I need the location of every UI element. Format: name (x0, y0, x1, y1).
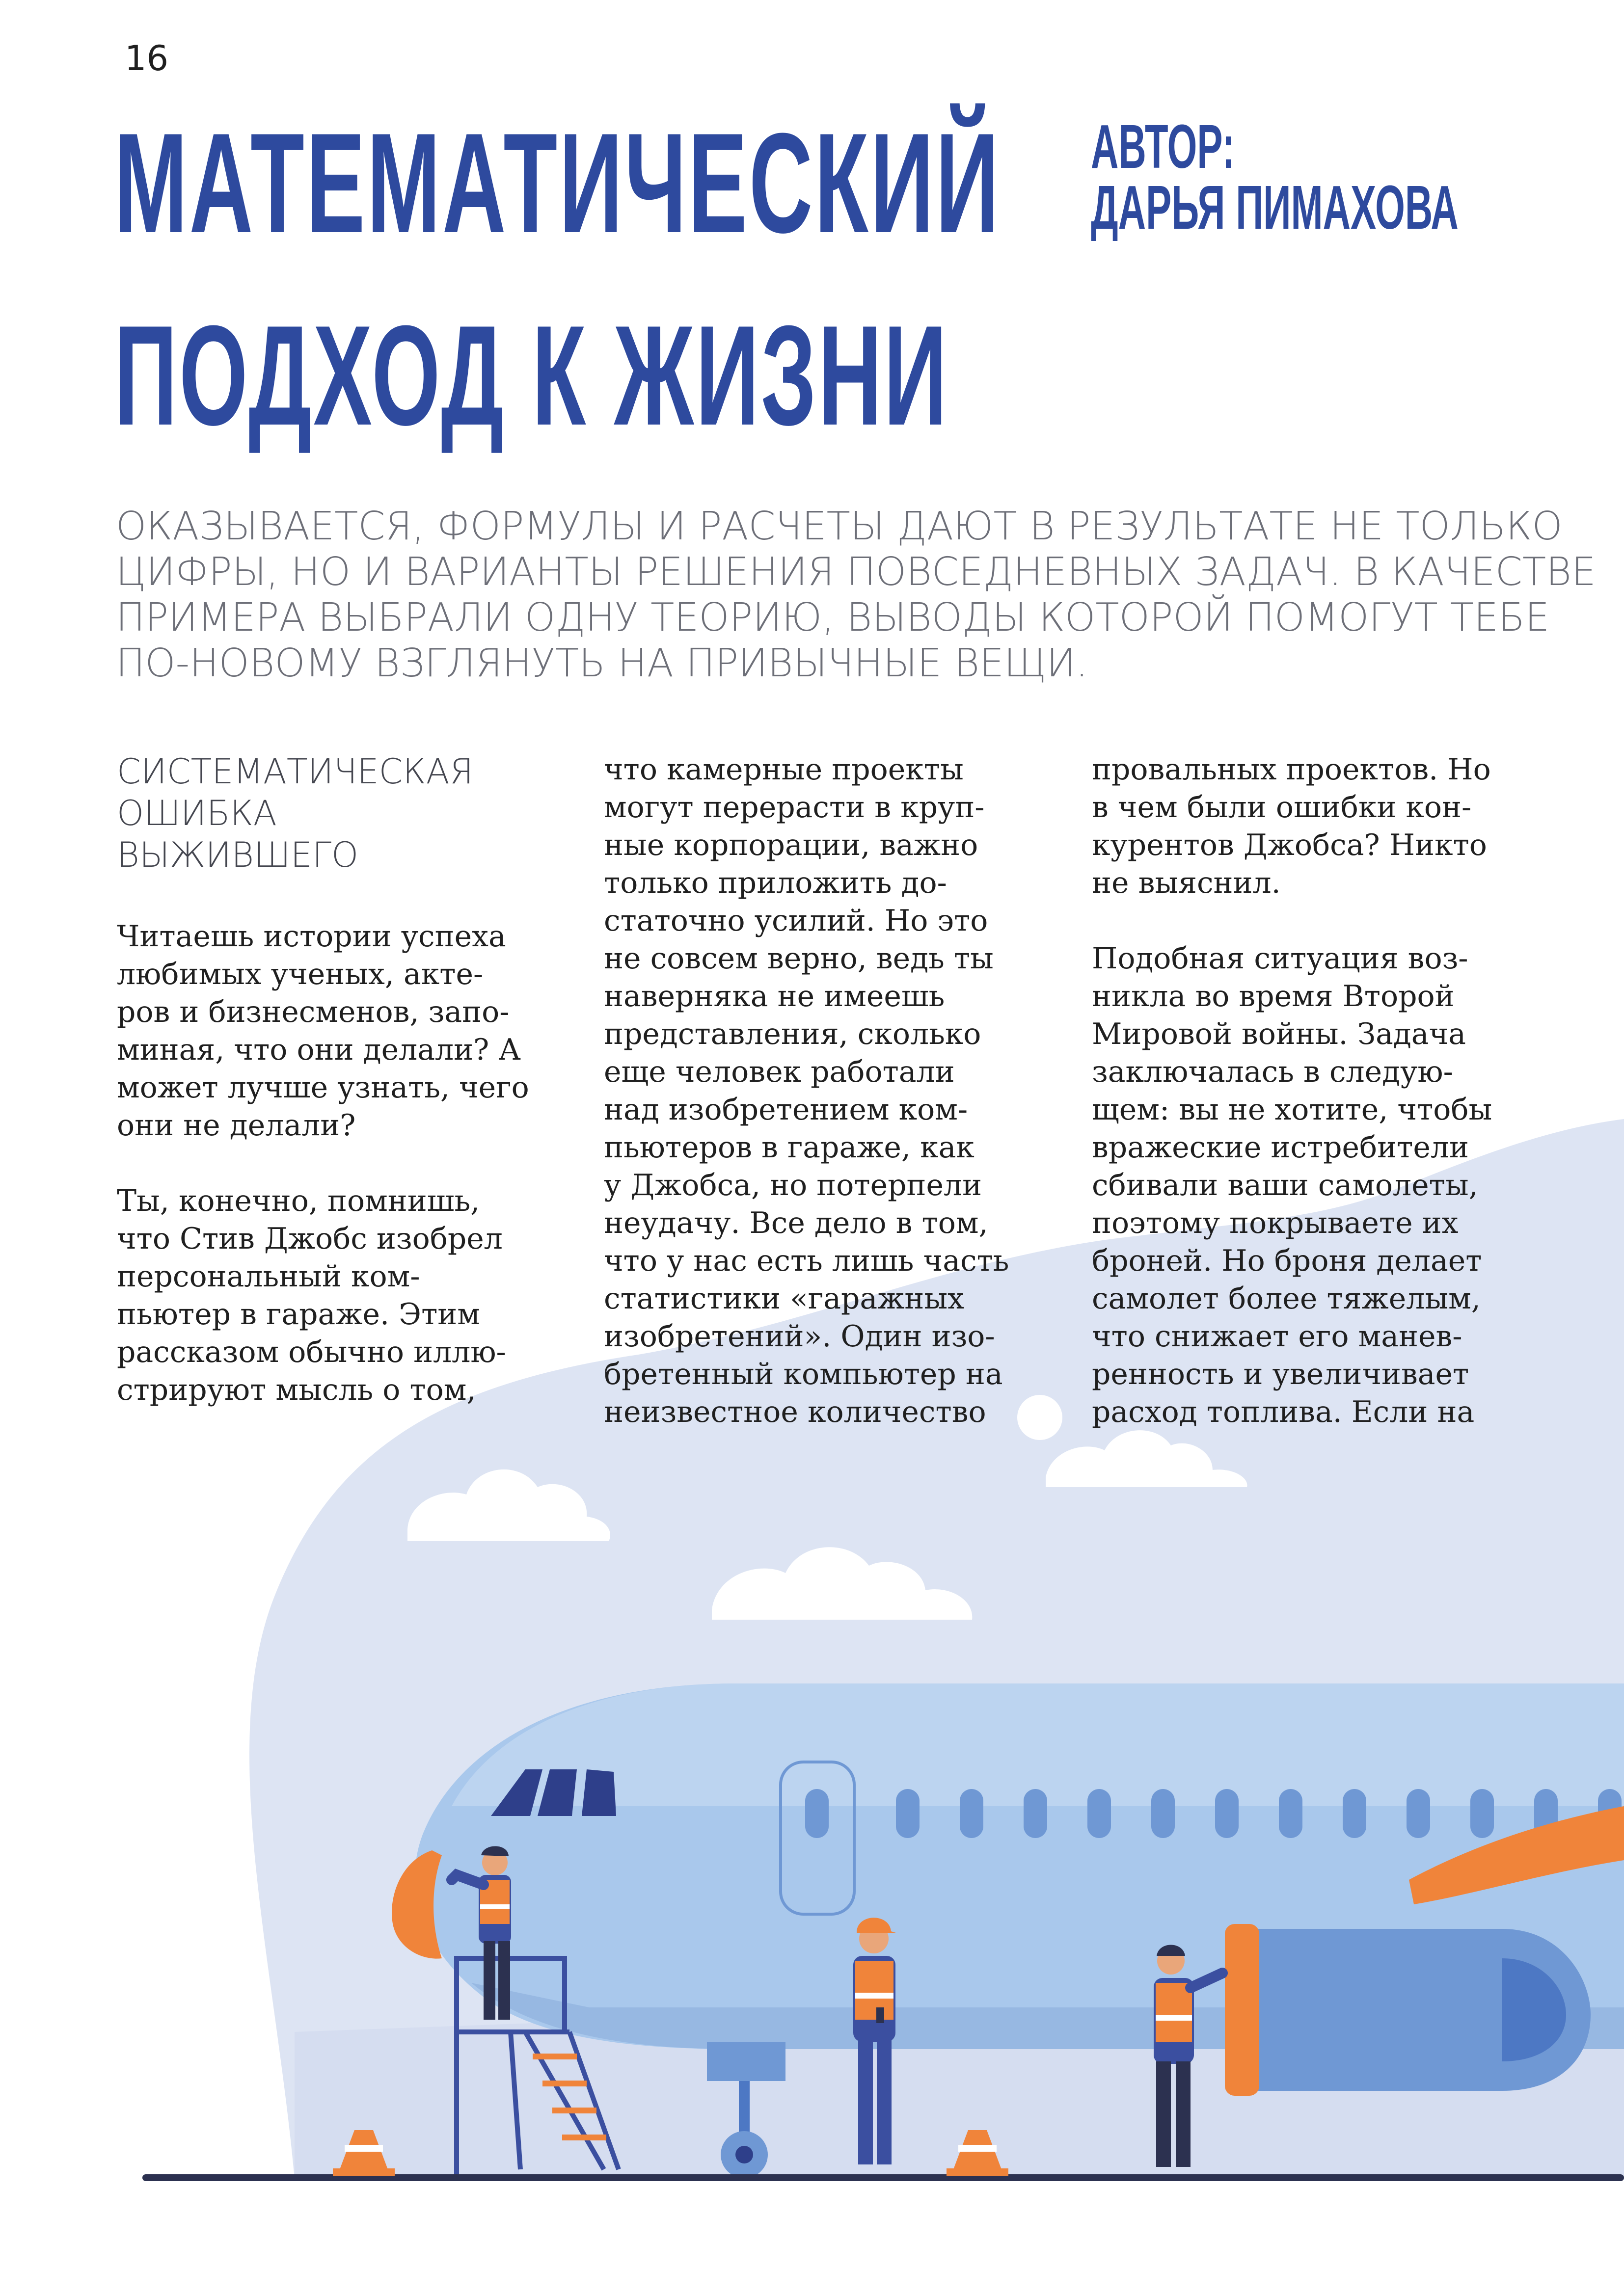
text-line: Подобная ситуация воз- (1092, 941, 1468, 976)
text-line: поэтому покрываете их (1092, 1206, 1459, 1240)
article-title-line-1: МАТЕМАТИЧЕСКИЙ (114, 104, 1001, 263)
lead-line: ОКАЗЫВАЕТСЯ, ФОРМУЛЫ И РАСЧЕТЫ ДАЮТ В РЕЗУЛЬТАТЕ НЕ ТОЛЬКО (116, 504, 1563, 549)
lead-paragraph (116, 504, 1596, 686)
article-title-line-2: ПОДХОД К ЖИЗНИ (114, 296, 949, 455)
paragraph (604, 751, 1036, 1431)
author-name: ДАРЬЯ ПИМАХОВА (1091, 173, 1459, 242)
lead-line: ПО-НОВОМУ ВЗГЛЯНУТЬ НА ПРИВЫЧНЫЕ ВЕЩИ. (116, 641, 1088, 686)
cockpit-window-3 (582, 1769, 616, 1816)
text-line: самолет более тяжелым, (1092, 1281, 1481, 1316)
text-line: неизвестное количество (604, 1395, 986, 1429)
text-line: у Джобса, но потерпели (604, 1168, 982, 1202)
subheading-line: ОШИБКА (117, 793, 277, 833)
paragraph (1092, 751, 1524, 902)
lead-line: ПРИМЕРА ВЫБРАЛИ ОДНУ ТЕОРИЮ, ВЫВОДЫ КОТОРОЙ ПОМОГУТ ТЕБЕ (116, 595, 1550, 640)
text-line: что у нас есть лишь часть (604, 1244, 1009, 1278)
text-line: неудачу. Все дело в том, (604, 1206, 988, 1240)
text-line: Читаешь истории успеха (117, 919, 506, 954)
page-number: 16 (125, 38, 169, 79)
author-label: АВТОР: (1091, 112, 1235, 181)
text-line: вражеские истребители (1092, 1130, 1469, 1165)
text-line: представления, сколько (604, 1017, 981, 1051)
text-line: только приложить до- (604, 866, 947, 900)
paragraph (1092, 940, 1524, 1431)
paragraph (117, 918, 549, 1145)
text-line: может лучше узнать, чего (117, 1070, 529, 1105)
text-line: не выяснил. (1092, 866, 1281, 900)
text-line: бретенный компьютер на (604, 1357, 1003, 1391)
text-line: броней. Но броня делает (1092, 1244, 1482, 1278)
text-line: что камерные проекты (604, 752, 964, 787)
text-line: что снижает его манев- (1092, 1319, 1462, 1354)
text-line: над изобретением ком- (604, 1093, 968, 1127)
text-line: статочно усилий. Но это (604, 904, 988, 938)
text-line: не совсем верно, ведь ты (604, 941, 994, 976)
text-line: еще человек работали (604, 1055, 955, 1089)
text-line: наверняка не имеешь (604, 979, 945, 1014)
text-line: что Стив Джобс изобрел (117, 1222, 503, 1256)
text-line: в чем были ошибки кон- (1092, 790, 1472, 825)
text-line: никла во время Второй (1092, 979, 1455, 1014)
text-line: сбивали ваши самолеты, (1092, 1168, 1478, 1202)
text-line: пьютер в гараже. Этим (117, 1297, 480, 1332)
text-column-1 (117, 751, 549, 1409)
text-line: персональный ком- (117, 1259, 420, 1294)
text-column-2 (604, 751, 1036, 1431)
subheading-line: ВЫЖИВШЕГО (117, 835, 359, 875)
text-line: любимых ученых, акте- (117, 957, 484, 991)
lead-line: ЦИФРЫ, НО И ВАРИАНТЫ РЕШЕНИЯ ПОВСЕДНЕВНЫХ ЗАДАЧ. В КАЧЕСТВЕ (116, 549, 1596, 594)
text-line: щем: вы не хотите, чтобы (1092, 1093, 1492, 1127)
text-line: Мировой войны. Задача (1092, 1017, 1466, 1051)
text-column-3 (1092, 751, 1524, 1431)
text-line: они не делали? (117, 1108, 356, 1143)
subheading-line: СИСТЕМАТИЧЕСКАЯ (117, 751, 474, 792)
paragraph (117, 1182, 549, 1409)
text-line: ренность и увеличивает (1092, 1357, 1469, 1391)
text-line: ные корпорации, важно (604, 828, 978, 862)
text-line: рассказом обычно иллю- (117, 1335, 506, 1369)
text-line: стрируют мысль о том, (117, 1373, 476, 1407)
text-line: изобретений». Один изо- (604, 1319, 995, 1354)
text-line: провальных проектов. Но (1092, 752, 1491, 787)
section-subheading (117, 751, 549, 876)
text-line: пьютеров в гараже, как (604, 1130, 974, 1165)
engine-cowl (1225, 1924, 1259, 2096)
text-line: миная, что они делали? А (117, 1033, 521, 1067)
text-line: статистики «гаражных (604, 1281, 964, 1316)
text-line: Ты, конечно, помнишь, (117, 1184, 480, 1218)
text-line: ров и бизнесменов, запо- (117, 995, 510, 1029)
text-line: расход топлива. Если на (1092, 1395, 1475, 1429)
text-line: могут перерасти в круп- (604, 790, 985, 825)
text-line: курентов Джобса? Никто (1092, 828, 1487, 862)
text-line: заключалась в следую- (1092, 1055, 1453, 1089)
